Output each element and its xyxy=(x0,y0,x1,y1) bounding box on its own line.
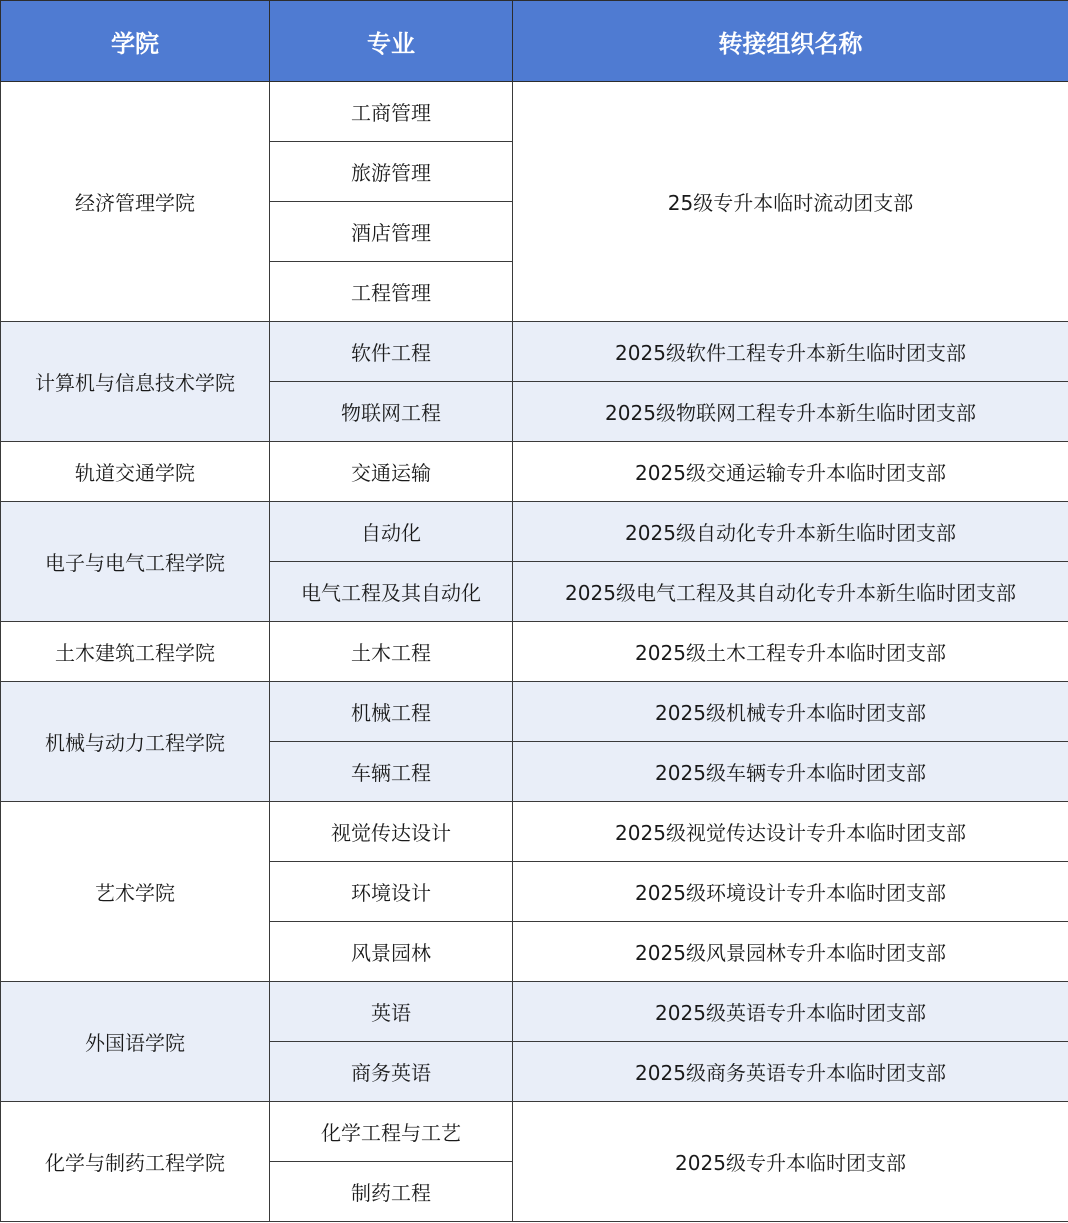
table-row xyxy=(1,442,1068,502)
college-cell: 机械与动力工程学院 xyxy=(1,682,270,802)
table-row xyxy=(1,82,1068,142)
college-cell: 电子与电气工程学院 xyxy=(1,502,270,622)
table-row xyxy=(1,682,1068,742)
organization-cell: 2025级土木工程专升本临时团支部 xyxy=(513,622,1068,682)
major-cell: 工商管理 xyxy=(270,82,513,142)
organization-cell: 2025级软件工程专升本新生临时团支部 xyxy=(513,322,1068,382)
major-cell: 商务英语 xyxy=(270,1042,513,1102)
organization-cell: 2025级风景园林专升本临时团支部 xyxy=(513,922,1068,982)
organization-cell: 25级专升本临时流动团支部 xyxy=(513,82,1068,322)
organization-cell: 2025级专升本临时团支部 xyxy=(513,1102,1068,1222)
organization-cell: 2025级物联网工程专升本新生临时团支部 xyxy=(513,382,1068,442)
organization-cell: 2025级机械专升本临时团支部 xyxy=(513,682,1068,742)
college-cell: 经济管理学院 xyxy=(1,82,270,322)
organization-cell: 2025级环境设计专升本临时团支部 xyxy=(513,862,1068,922)
table-row xyxy=(1,622,1068,682)
major-cell: 机械工程 xyxy=(270,682,513,742)
table-row xyxy=(1,802,1068,862)
table-row xyxy=(1,1102,1068,1162)
column-header-college: 学院 xyxy=(1,1,270,82)
major-cell: 工程管理 xyxy=(270,262,513,322)
major-cell: 制药工程 xyxy=(270,1162,513,1222)
college-cell: 艺术学院 xyxy=(1,802,270,982)
major-cell: 化学工程与工艺 xyxy=(270,1102,513,1162)
college-cell: 计算机与信息技术学院 xyxy=(1,322,270,442)
major-cell: 旅游管理 xyxy=(270,142,513,202)
table-row xyxy=(1,322,1068,382)
major-cell: 土木工程 xyxy=(270,622,513,682)
column-header-major: 专业 xyxy=(270,1,513,82)
major-cell: 物联网工程 xyxy=(270,382,513,442)
major-cell: 自动化 xyxy=(270,502,513,562)
major-cell: 软件工程 xyxy=(270,322,513,382)
major-cell: 交通运输 xyxy=(270,442,513,502)
organization-cell: 2025级交通运输专升本临时团支部 xyxy=(513,442,1068,502)
major-cell: 视觉传达设计 xyxy=(270,802,513,862)
major-cell: 风景园林 xyxy=(270,922,513,982)
college-cell: 土木建筑工程学院 xyxy=(1,622,270,682)
table-header-row xyxy=(1,1,1068,82)
organization-cell: 2025级视觉传达设计专升本临时团支部 xyxy=(513,802,1068,862)
major-cell: 车辆工程 xyxy=(270,742,513,802)
table-body xyxy=(1,82,1068,1222)
college-cell: 外国语学院 xyxy=(1,982,270,1102)
major-cell: 环境设计 xyxy=(270,862,513,922)
major-cell: 酒店管理 xyxy=(270,202,513,262)
organization-cell: 2025级车辆专升本临时团支部 xyxy=(513,742,1068,802)
organization-cell: 2025级英语专升本临时团支部 xyxy=(513,982,1068,1042)
table-row xyxy=(1,502,1068,562)
organization-cell: 2025级商务英语专升本临时团支部 xyxy=(513,1042,1068,1102)
college-cell: 轨道交通学院 xyxy=(1,442,270,502)
column-header-organization: 转接组织名称 xyxy=(513,1,1068,82)
table-row xyxy=(1,982,1068,1042)
organization-cell: 2025级自动化专升本新生临时团支部 xyxy=(513,502,1068,562)
college-cell: 化学与制药工程学院 xyxy=(1,1102,270,1222)
major-cell: 电气工程及其自动化 xyxy=(270,562,513,622)
major-cell: 英语 xyxy=(270,982,513,1042)
organization-cell: 2025级电气工程及其自动化专升本新生临时团支部 xyxy=(513,562,1068,622)
